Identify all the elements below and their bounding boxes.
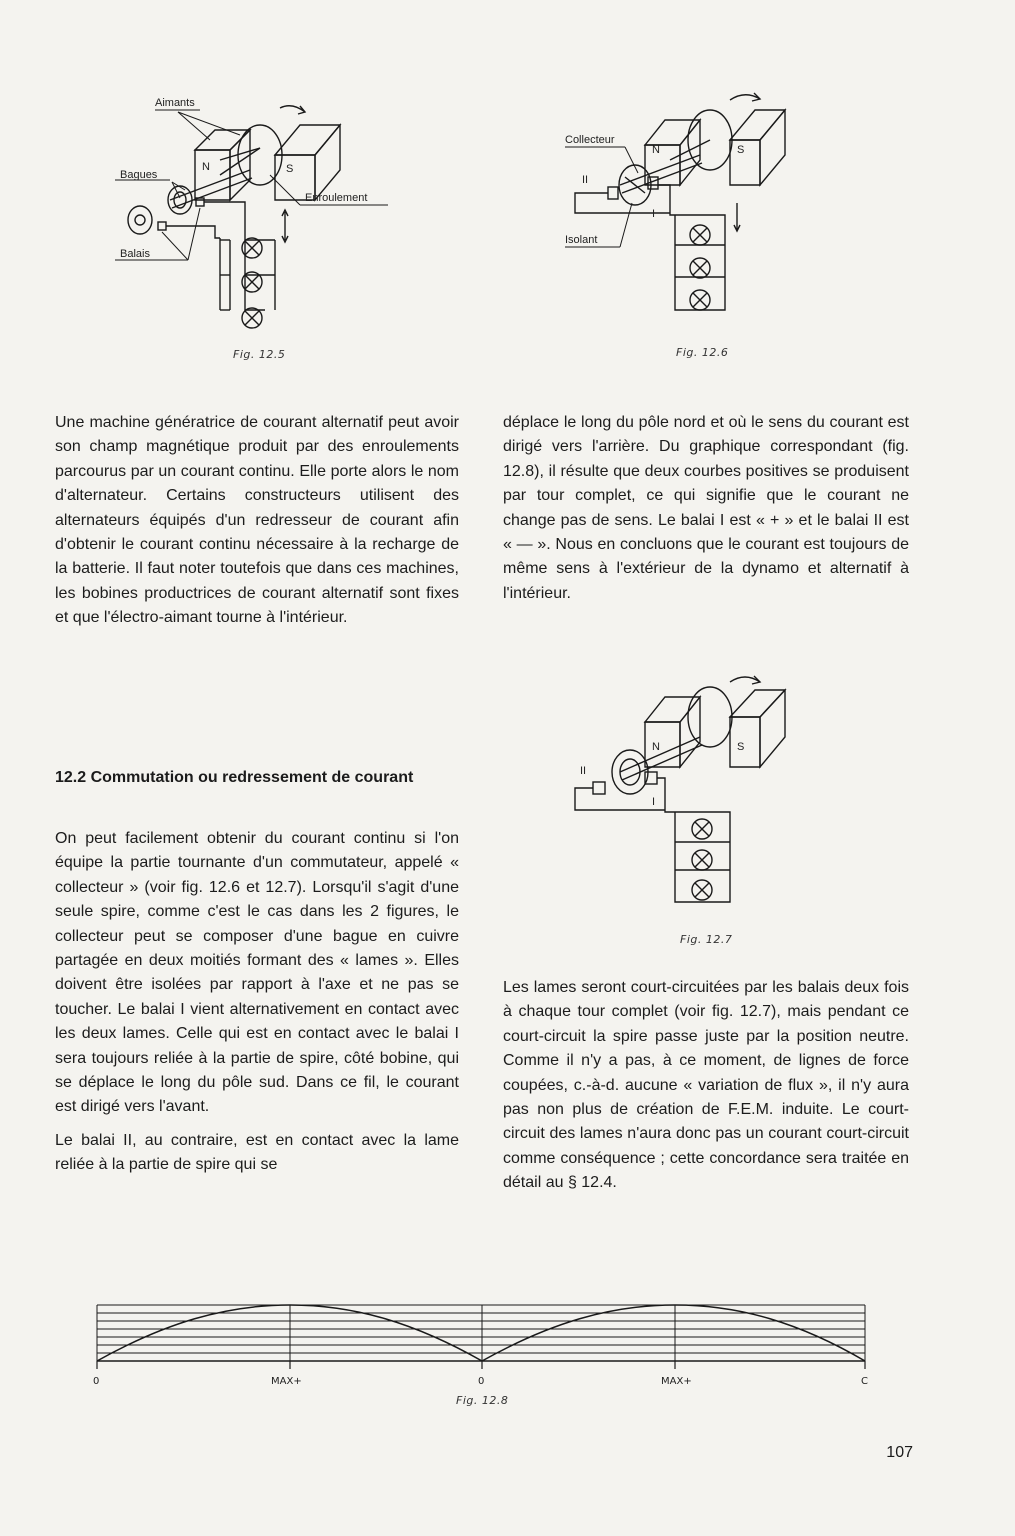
axis-label: C bbox=[861, 1376, 868, 1387]
paragraph: Une machine génératrice de courant alternatif peut avoir son champ magnétique produit par des enroulements parcourus par un courant continu. Elle porte alors le nom d'alternateur. Certains constructeurs utilisent des alternateurs équipés d'un redresseur de courant afin d'obtenir le courant continu nécessaire à la recharge de la batterie. Il faut noter toutefois que dans ces machines, les bobines productrices de courant alternatif sont fixes et que l'électro-aimant tourne à l'intérieur. bbox=[55, 414, 459, 627]
axis-label: 0 bbox=[93, 1376, 100, 1387]
paragraph: On peut facilement obtenir du courant continu si l'on équipe la partie tournante d'un commutateur, appelé « collecteur » (voir fig. 12.6 et 12.7). Lorsqu'il s'agit d'une seule spire, comme c'est le cas dans les 2 figures, le collecteur peut se composer d'une bague en cuivre partagée en deux moitiés formant des « lames ». Elles doivent être isolées par rapport à l'axe et ne pas se toucher. Le balai I vient alternativement en contact avec les deux lames. Celle qui est en contact avec le balai I sera toujours reliée à la partie de spire, côté bobine, qui se déplace le long du pôle sud. Dans ce fil, le courant est dirigé vers l'avant. bbox=[55, 830, 459, 1116]
label-south: S bbox=[737, 741, 745, 753]
paragraph: Le balai II, au contraire, est en contact avec la lame reliée à la partie de spire qui se bbox=[55, 1131, 459, 1174]
paragraph: déplace le long du pôle nord et où le sens du courant est dirigé vers l'arrière. Du graphique correspondant (fig. 12.8), il résulte que deux courbes positives se produisent par tour complet, ce qui signifie que le courant ne change pas de sens. Le balai I est « + » et le balai II est « — ». Nous en concluons que le courant est toujours de même sens à l'extérieur de la dynamo et alternatif à l'intérieur. bbox=[503, 414, 909, 602]
figure-12-7 bbox=[565, 672, 795, 912]
label-bagues: Bagues bbox=[120, 169, 158, 181]
label-aimants: Aimants bbox=[155, 97, 195, 109]
label-brush-one: I bbox=[652, 208, 656, 220]
paragraph: Les lames seront court-circuitées par les balais deux fois à chaque tour complet (voir fig. 12.7), mais pendant ce court-circuit la spire passe juste par la position neutre. Comme il n'y a pas, à ce moment, de lignes de force coupées, c.-à-d. aucune « variation de flux », il n'y aura pas non plus de création de F.E.M. induite. Le court-circuit des lames n'aura donc pas un courant court-circuit comme conséquence ; cette concordance sera traitée en détail au § 12.4. bbox=[503, 979, 909, 1192]
right-column-top bbox=[503, 411, 909, 615]
label-brush-two: II bbox=[582, 174, 589, 186]
section-heading: 12.2 Commutation ou redressement de courant bbox=[55, 769, 414, 786]
axis-label: MAX+ bbox=[271, 1376, 302, 1387]
label-brush-one: I bbox=[652, 796, 656, 808]
label-balais: Balais bbox=[120, 248, 150, 260]
label-south: S bbox=[286, 163, 294, 175]
caption-fig-12-6: Fig. 12.6 bbox=[676, 346, 729, 359]
right-column-bottom bbox=[503, 976, 909, 1205]
caption-fig-12-5: Fig. 12.5 bbox=[233, 348, 286, 361]
label-north: N bbox=[652, 741, 660, 753]
label-brush-two: II bbox=[580, 765, 587, 777]
figure-12-6 bbox=[560, 85, 800, 325]
figure-12-8 bbox=[85, 1295, 885, 1390]
label-south: S bbox=[737, 144, 745, 156]
axis-label: MAX+ bbox=[661, 1376, 692, 1387]
left-column bbox=[55, 411, 459, 640]
caption-fig-12-7: Fig. 12.7 bbox=[680, 933, 733, 946]
page-number: 107 bbox=[886, 1444, 913, 1461]
figure-12-5 bbox=[100, 90, 400, 340]
label-isolant: Isolant bbox=[565, 234, 598, 246]
caption-fig-12-8: Fig. 12.8 bbox=[456, 1394, 509, 1407]
left-column-body bbox=[55, 827, 459, 1187]
label-enroulement: Enroulement bbox=[305, 192, 368, 204]
label-collecteur: Collecteur bbox=[565, 134, 615, 146]
label-north: N bbox=[202, 161, 210, 173]
axis-label: 0 bbox=[478, 1376, 485, 1387]
label-north: N bbox=[652, 144, 660, 156]
